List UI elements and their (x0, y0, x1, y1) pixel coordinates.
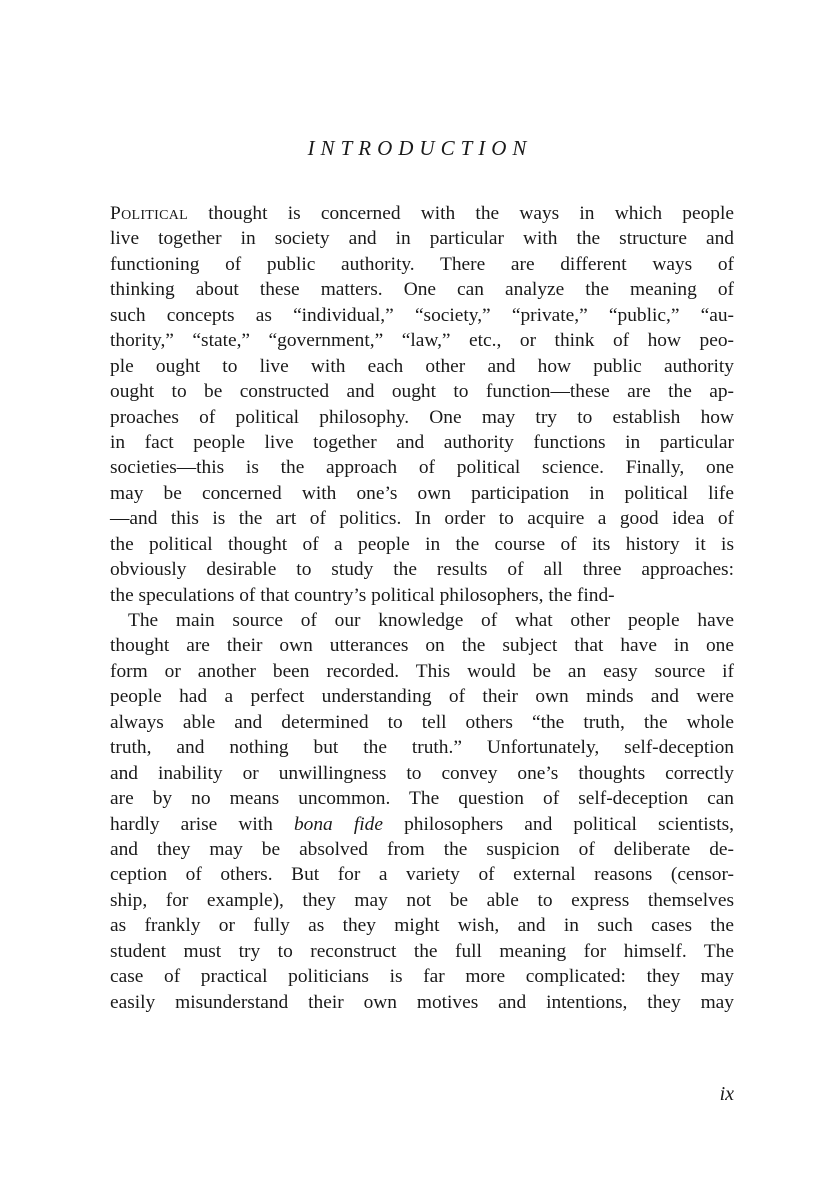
text-line: proaches of political philosophy. One may try to establish how (110, 406, 734, 428)
text-line: always able and determined to tell others “the truth, the whole (110, 711, 734, 733)
text-line: thority,” “state,” “government,” “law,” etc., or think of how peo- (110, 330, 734, 352)
text-line: —and this is the art of politics. In order to acquire a good idea of (110, 508, 734, 530)
first-line-text: thought is concerned with the ways in which people (188, 203, 734, 224)
text-line: and inability or unwillingness to convey one’s thoughts correctly (110, 762, 734, 784)
text-line: people had a perfect understanding of their own minds and were (110, 686, 734, 708)
paragraph-2 (110, 608, 734, 1015)
text-line: form or another been recorded. This would be an easy source if (110, 660, 734, 682)
text-line: student must try to reconstruct the full meaning for himself. The (110, 940, 734, 962)
text-line: truth, and nothing but the truth.” Unfortunately, self-deception (110, 737, 734, 759)
chapter-heading: INTRODUCTION (307, 136, 533, 160)
lead-word: Political (110, 203, 189, 224)
text-line: ought to be constructed and ought to function—these are the ap- (110, 381, 734, 403)
text-line: and they may be absolved from the suspicion of deliberate de- (110, 838, 734, 860)
text-segment: philosophers and political scientists, (382, 813, 734, 835)
text-line: ple ought to live with each other and how public authority (110, 355, 734, 377)
paragraph-1 (110, 201, 734, 608)
text-line: thought are their own utterances on the subject that have in one (110, 635, 734, 657)
text-line (110, 812, 734, 837)
italic-phrase: bona fide (293, 813, 383, 835)
text-line: in fact people live together and authority functions in particular (110, 431, 734, 453)
text-line: as frankly or fully as they might wish, and in such cases the (110, 915, 734, 937)
text-line: the speculations of that country’s political philosophers, the find- (110, 584, 615, 606)
page-number: ix (719, 1083, 734, 1105)
text-line: such concepts as “individual,” “society,” “private,” “public,” “au- (110, 304, 734, 326)
text-line: are by no means uncommon. The question of self-deception can (110, 788, 734, 810)
text-line: functioning of public authority. There are different ways of (110, 253, 734, 275)
text-line: the political thought of a people in the course of its history it is (110, 533, 734, 555)
text-line: live together in society and in particular with the structure and (110, 228, 734, 250)
text-line: ship, for example), they may not be able to express themselves (110, 889, 734, 911)
text-line: easily misunderstand their own motives and intentions, they may (110, 991, 734, 1013)
text-line: The main source of our knowledge of what other people have (128, 610, 734, 631)
text-line: may be concerned with one’s own participation in political life (110, 482, 734, 504)
text-line: obviously desirable to study the results of all three approaches: (110, 559, 734, 581)
text-segment: hardly arise with (110, 813, 294, 835)
text-line: case of practical politicians is far more complicated: they may (110, 966, 734, 988)
text-line: societies—this is the approach of political science. Finally, one (110, 457, 734, 479)
body-text (110, 201, 734, 1015)
text-line: thinking about these matters. One can analyze the meaning of (110, 279, 734, 301)
text-line (110, 201, 734, 226)
text-line: ception of others. But for a variety of external reasons (censor- (110, 864, 734, 886)
